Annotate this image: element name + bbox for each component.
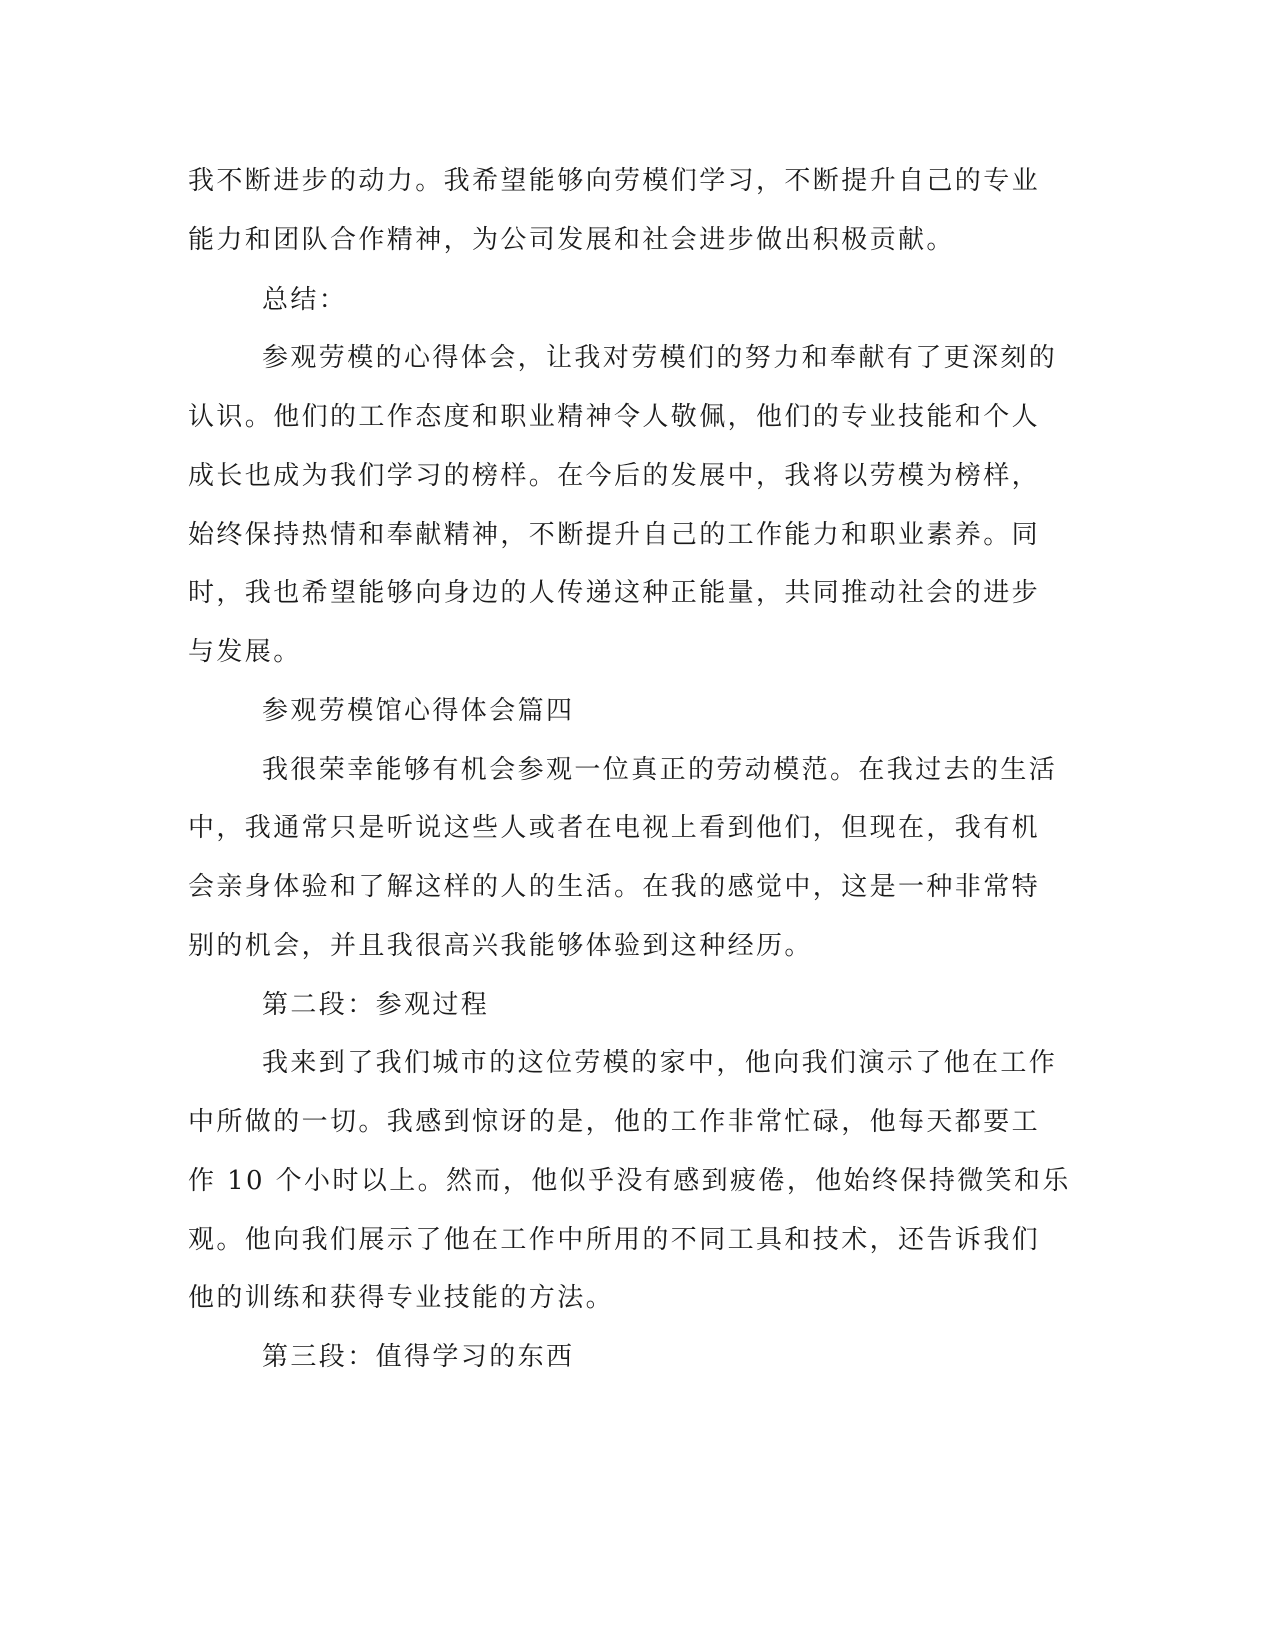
section-heading: 第三段：值得学习的东西 [262,1342,575,1372]
text-line: 我很荣幸能够有机会参观一位真正的劳动模范。在我过去的生活 [262,755,1058,785]
text-line: 作 10 个小时以上。然而，他似乎没有感到疲倦，他始终保持微笑和乐 [188,1166,1071,1196]
text-line: 我来到了我们城市的这位劳模的家中，他向我们演示了他在工作 [262,1048,1058,1078]
text-line: 能力和团队合作精神，为公司发展和社会进步做出积极贡献。 [188,225,955,255]
section-heading: 总结： [262,285,348,315]
text-line: 参观劳模的心得体会，让我对劳模们的努力和奉献有了更深刻的 [262,343,1058,373]
text-line: 会亲身体验和了解这样的人的生活。在我的感觉中，这是一种非常特 [188,872,1041,902]
text-line: 认识。他们的工作态度和职业精神令人敬佩，他们的专业技能和个人 [188,402,1041,432]
article-title: 参观劳模馆心得体会篇四 [262,696,575,726]
text-line: 观。他向我们展示了他在工作中所用的不同工具和技术，还告诉我们 [188,1225,1041,1255]
text-line: 中所做的一切。我感到惊讶的是，他的工作非常忙碌，他每天都要工 [188,1107,1041,1137]
text-line: 始终保持热情和奉献精神，不断提升自己的工作能力和职业素养。同 [188,520,1041,550]
text-line: 时，我也希望能够向身边的人传递这种正能量，共同推动社会的进步 [188,578,1041,608]
text-line: 成长也成为我们学习的榜样。在今后的发展中，我将以劳模为榜样， [188,461,1041,491]
text-line: 我不断进步的动力。我希望能够向劳模们学习，不断提升自己的专业 [188,166,1041,196]
text-line: 别的机会，并且我很高兴我能够体验到这种经历。 [188,931,813,961]
text-line: 与发展。 [188,637,302,667]
text-line: 中，我通常只是听说这些人或者在电视上看到他们，但现在，我有机 [188,813,1041,843]
text-line: 他的训练和获得专业技能的方法。 [188,1283,615,1313]
section-heading: 第二段：参观过程 [262,990,490,1020]
